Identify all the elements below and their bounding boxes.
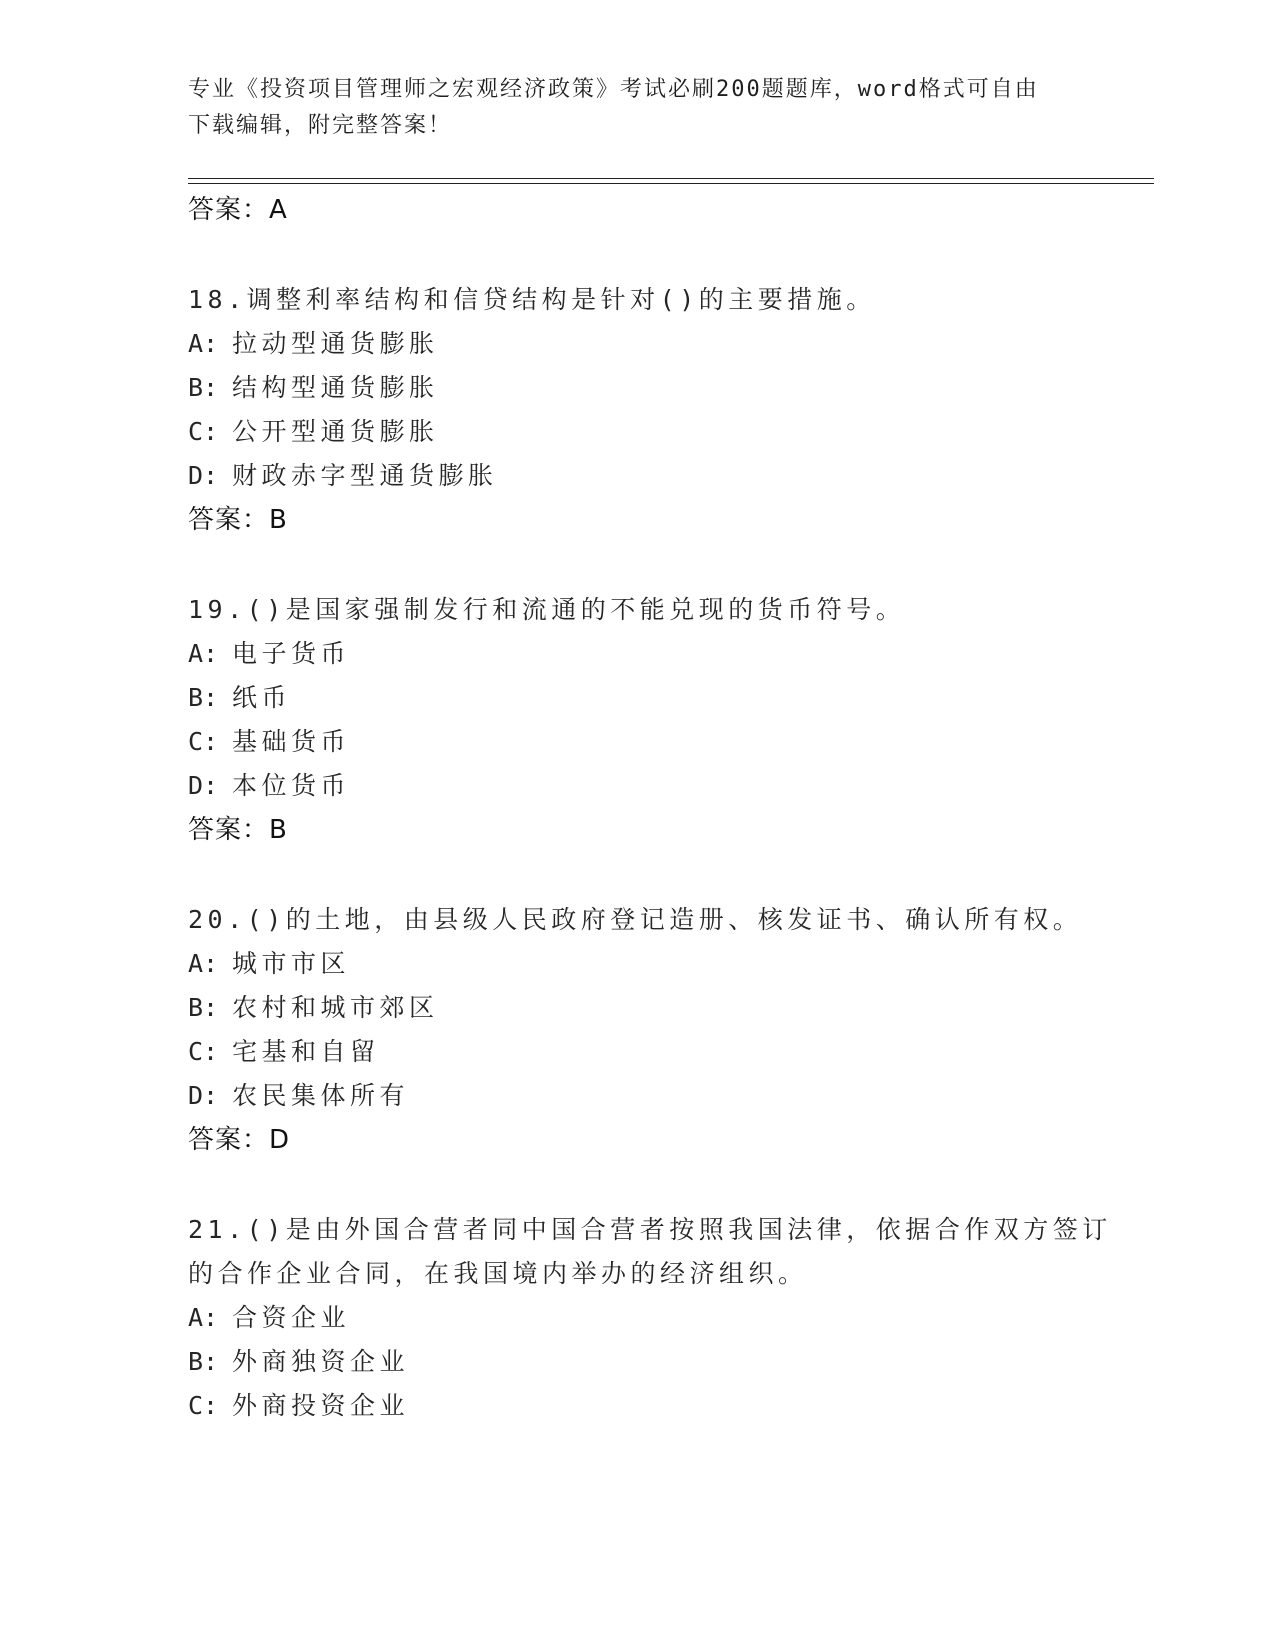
question-19-answer: 答案：B <box>188 815 288 845</box>
option-text: 城市市区 <box>232 949 351 978</box>
option-key: B: <box>188 373 219 402</box>
header-divider-bottom <box>188 183 1154 184</box>
question-20-stem: 20.()的土地，由县级人民政府登记造册、核发证书、确认所有权。 <box>188 905 1083 934</box>
option-text: 基础货币 <box>232 727 351 756</box>
question-21-option-b <box>188 1344 409 1380</box>
question-18-answer: 答案：B <box>188 505 288 535</box>
option-key: B: <box>188 1347 219 1376</box>
question-21-stem-line-2: 的合作企业合同，在我国境内举办的经济组织。 <box>188 1259 808 1288</box>
question-21-option-c <box>188 1388 409 1424</box>
question-19-option-d <box>188 768 350 804</box>
question-21-stem-line-1: 21.()是由外国合营者同中国合营者按照我国法律，依据合作双方签订 <box>188 1215 1112 1244</box>
option-key: C: <box>188 727 219 756</box>
question-20-option-c <box>188 1034 380 1070</box>
option-text: 外商投资企业 <box>232 1391 410 1420</box>
question-21-option-a <box>188 1300 350 1336</box>
option-text: 宅基和自留 <box>232 1037 380 1066</box>
question-20-option-a <box>188 946 350 982</box>
option-key: A: <box>188 949 219 978</box>
option-text: 农村和城市郊区 <box>232 993 439 1022</box>
option-text: 本位货币 <box>232 771 351 800</box>
option-key: C: <box>188 417 219 446</box>
option-key: B: <box>188 993 219 1022</box>
option-key: D: <box>188 461 219 490</box>
option-text: 合资企业 <box>232 1303 351 1332</box>
question-18-stem: 18.调整利率结构和信贷结构是针对()的主要措施。 <box>188 285 876 314</box>
question-20-option-d <box>188 1078 409 1114</box>
option-text: 农民集体所有 <box>232 1081 410 1110</box>
option-key: C: <box>188 1037 219 1066</box>
option-text: 拉动型通货膨胀 <box>232 329 439 358</box>
page-header <box>188 72 1078 144</box>
option-text: 公开型通货膨胀 <box>232 417 439 446</box>
option-key: D: <box>188 771 219 800</box>
header-divider-top <box>188 178 1154 179</box>
option-key: A: <box>188 329 219 358</box>
previous-answer: 答案：A <box>188 195 288 225</box>
question-19-option-a <box>188 636 350 672</box>
option-text: 电子货币 <box>232 639 351 668</box>
option-text: 外商独资企业 <box>232 1347 410 1376</box>
option-text: 纸币 <box>232 683 292 712</box>
question-19-option-b <box>188 680 291 716</box>
question-18-option-b <box>188 370 439 406</box>
option-text: 财政赤字型通货膨胀 <box>232 461 498 490</box>
option-key: C: <box>188 1391 219 1420</box>
question-18-option-d <box>188 458 498 494</box>
header-line-1: 专业《投资项目管理师之宏观经济政策》考试必刷200题题库，word格式可自由 <box>188 77 1039 102</box>
question-20-option-b <box>188 990 439 1026</box>
option-key: A: <box>188 1303 219 1332</box>
question-18-option-a <box>188 326 439 362</box>
question-19-stem: 19.()是国家强制发行和流通的不能兑现的货币符号。 <box>188 595 906 624</box>
option-key: A: <box>188 639 219 668</box>
question-20-answer: 答案：D <box>188 1125 291 1155</box>
header-line-2: 下载编辑，附完整答案！ <box>188 113 453 138</box>
question-18-option-c <box>188 414 439 450</box>
option-text: 结构型通货膨胀 <box>232 373 439 402</box>
option-key: B: <box>188 683 219 712</box>
option-key: D: <box>188 1081 219 1110</box>
question-19-option-c <box>188 724 350 760</box>
